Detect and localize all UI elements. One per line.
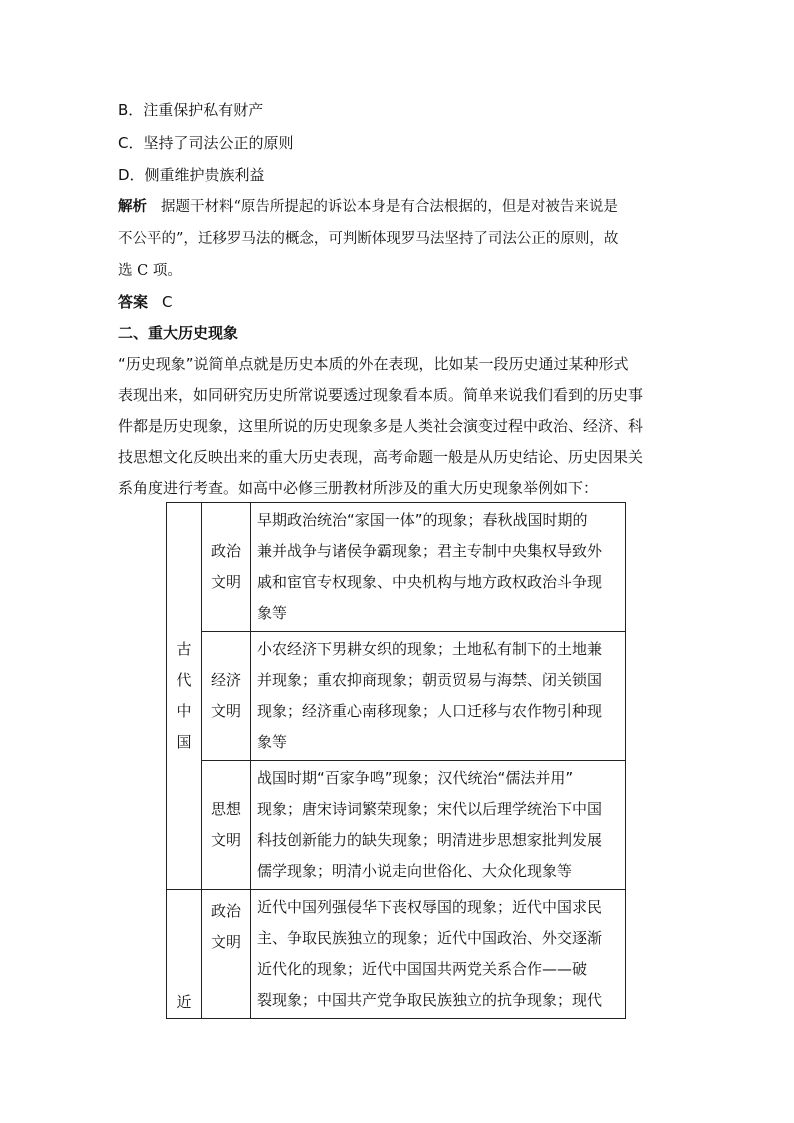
section-title: 二、重大历史现象	[118, 324, 239, 342]
description-line: 儒学现象；明清小说走向世俗化、大众化现象等	[257, 862, 573, 880]
era-cell-modern-china	[167, 890, 202, 1019]
description-line: 小农经济下男耕女织的现象；土地私有制下的土地兼	[257, 640, 603, 658]
description-line: 戚和宦官专权现象、中央机构与地方政权政治斗争现	[257, 573, 603, 591]
analysis-label: 解析	[118, 199, 147, 215]
category-label: 文明	[210, 702, 241, 720]
category-label: 文明	[210, 573, 241, 591]
era-char: 国	[176, 733, 192, 751]
description-cell	[251, 761, 626, 890]
description-line: 战国时期“百家争鸣”现象；汉代统治“儒法并用”	[257, 769, 574, 787]
table-row	[167, 503, 626, 632]
description-line: 近代化的现象；近代中国国共两党关系合作——破	[257, 960, 588, 978]
description-line: 象等	[257, 604, 288, 622]
answer-label: 答案	[118, 293, 149, 311]
description-line: 早期政治统治“家国一体”的现象；春秋战国时期的	[257, 511, 588, 529]
category-cell	[202, 761, 251, 890]
description-cell	[251, 890, 626, 1019]
era-char: 古	[176, 640, 192, 658]
category-label: 政治	[210, 902, 241, 920]
category-label: 经济	[210, 671, 241, 689]
intro-line: 件都是历史现象，这里所说的历史现象多是人类社会演变过程中政治、经济、科	[118, 417, 644, 435]
category-cell	[202, 503, 251, 632]
description-cell	[251, 632, 626, 761]
history-phenomena-table	[166, 502, 626, 1019]
option-c: C．坚持了司法公正的原则	[118, 134, 294, 152]
description-line: 现象；唐宋诗词繁荣现象；宋代以后理学统治下中国	[257, 800, 603, 818]
answer-line	[118, 292, 173, 312]
description-line: 并现象；重农抑商现象；朝贡贸易与海禁、闭关锁国	[257, 671, 603, 689]
category-label: 文明	[210, 933, 241, 951]
analysis-text-1: 据题干材料“原告所提起的诉讼本身是有合法根据的，但是对被告来说是	[161, 199, 618, 215]
era-char: 代	[176, 671, 192, 689]
option-b: B．注重保护私有财产	[118, 101, 264, 119]
description-line: 科技创新能力的缺失现象；明清进步思想家批判发展	[257, 831, 603, 849]
table-row	[167, 761, 626, 890]
intro-line: 技思想文化反映出来的重大历史表现，高考命题一般是从历史结论、历史因果关	[118, 448, 644, 466]
description-line: 近代中国列强侵华下丧权辱国的现象；近代中国求民	[257, 898, 603, 916]
category-label: 政治	[210, 542, 241, 560]
analysis-text-2: 不公平的”，迁移罗马法的概念，可判断体现罗马法坚持了司法公正的原则，故	[118, 231, 619, 247]
description-line: 现象；经济重心南移现象；人口迁移与农作物引种现	[257, 702, 603, 720]
description-line: 主、争取民族独立的现象；近代中国政治、外交逐渐	[257, 929, 603, 947]
description-cell	[251, 503, 626, 632]
table-row	[167, 890, 626, 1019]
description-line: 裂现象；中国共产党争取民族独立的抗争现象；现代	[257, 991, 603, 1009]
intro-line: 表现出来，如同研究历史所常说要透过现象看本质。简单来说我们看到的历史事	[118, 386, 644, 404]
option-d: D．侧重维护贵族利益	[118, 166, 265, 184]
era-char: 中	[176, 702, 192, 720]
era-cell-ancient-china	[167, 503, 202, 890]
section-intro	[118, 349, 674, 504]
analysis-line-1	[118, 197, 618, 217]
analysis-text-3: 选 C 项。	[118, 263, 182, 279]
category-cell	[202, 632, 251, 761]
answer-value: C	[162, 293, 173, 311]
category-label: 思想	[210, 800, 241, 818]
table-row	[167, 632, 626, 761]
intro-line: 系角度进行考查。如高中必修三册教材所涉及的重大历史现象举例如下：	[118, 479, 599, 497]
era-char: 近	[176, 993, 192, 1011]
category-label: 文明	[210, 831, 241, 849]
category-cell	[202, 890, 251, 1019]
intro-line: “历史现象”说简单点就是历史本质的外在表现，比如某一段历史通过某种形式	[118, 355, 629, 373]
description-line: 象等	[257, 733, 288, 751]
description-line: 兼并战争与诸侯争霸现象；君主专制中央集权导致外	[257, 542, 603, 560]
